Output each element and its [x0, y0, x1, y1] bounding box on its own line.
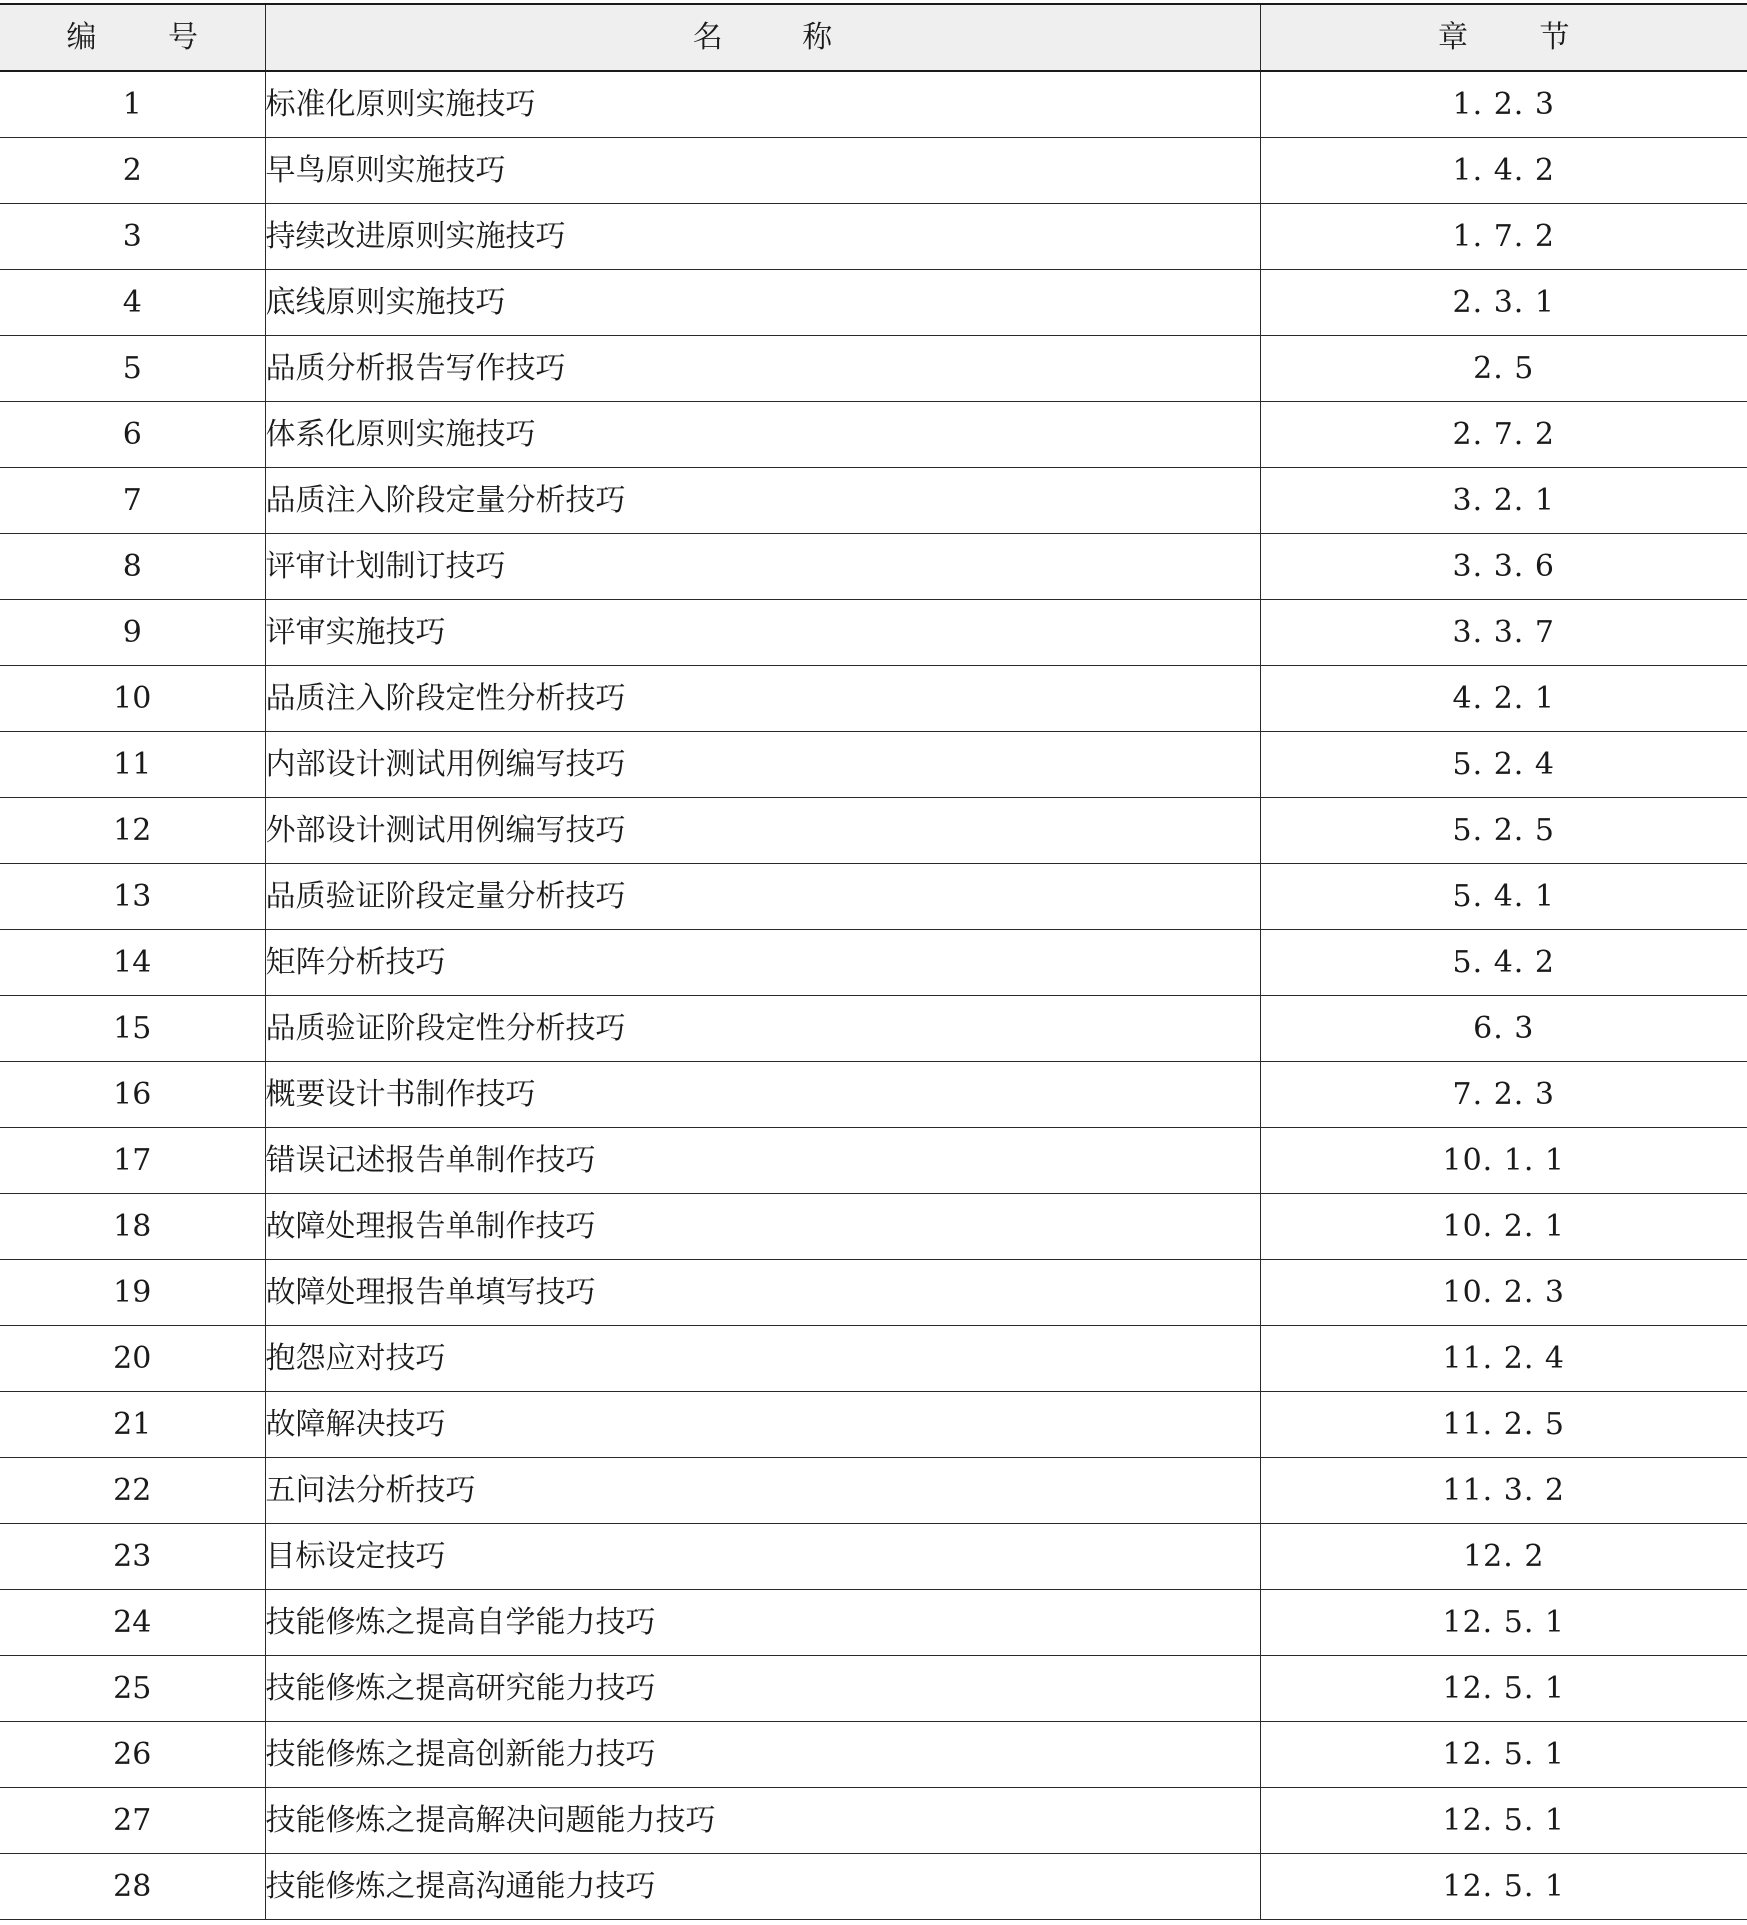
row-section-cell: 1. 2. 3 — [1260, 71, 1747, 138]
row-section-cell: 3. 2. 1 — [1260, 468, 1747, 534]
row-name-cell: 内部设计测试用例编写技巧 — [265, 732, 1260, 798]
row-section-cell: 11. 2. 4 — [1260, 1326, 1747, 1392]
row-name-cell: 抱怨应对技巧 — [265, 1326, 1260, 1392]
techniques-index-table — [0, 3, 1747, 1920]
row-number-cell: 19 — [0, 1260, 265, 1326]
table-row — [0, 1128, 1747, 1194]
row-name-cell: 品质验证阶段定量分析技巧 — [265, 864, 1260, 930]
row-section-cell: 5. 4. 2 — [1260, 930, 1747, 996]
table-row — [0, 1524, 1747, 1590]
header-name: 名 称 — [265, 4, 1260, 71]
row-number-cell: 28 — [0, 1854, 265, 1920]
row-name-cell: 概要设计书制作技巧 — [265, 1062, 1260, 1128]
table-row — [0, 468, 1747, 534]
row-number-cell: 21 — [0, 1392, 265, 1458]
table-header-row — [0, 4, 1747, 71]
table-row — [0, 71, 1747, 138]
row-section-cell: 3. 3. 6 — [1260, 534, 1747, 600]
table-row — [0, 930, 1747, 996]
row-name-cell: 技能修炼之提高解决问题能力技巧 — [265, 1788, 1260, 1854]
row-number-cell: 1 — [0, 71, 265, 138]
row-number-cell: 15 — [0, 996, 265, 1062]
row-name-cell: 标准化原则实施技巧 — [265, 71, 1260, 138]
row-number-cell: 17 — [0, 1128, 265, 1194]
table-row — [0, 270, 1747, 336]
row-number-cell: 6 — [0, 402, 265, 468]
table-row — [0, 1194, 1747, 1260]
table-header — [0, 4, 1747, 71]
row-number-cell: 27 — [0, 1788, 265, 1854]
table-row — [0, 138, 1747, 204]
row-number-cell: 22 — [0, 1458, 265, 1524]
row-name-cell: 品质验证阶段定性分析技巧 — [265, 996, 1260, 1062]
row-name-cell: 矩阵分析技巧 — [265, 930, 1260, 996]
row-number-cell: 16 — [0, 1062, 265, 1128]
row-section-cell: 2. 5 — [1260, 336, 1747, 402]
row-number-cell: 14 — [0, 930, 265, 996]
row-number-cell: 26 — [0, 1722, 265, 1788]
table-row — [0, 600, 1747, 666]
row-number-cell: 8 — [0, 534, 265, 600]
row-number-cell: 23 — [0, 1524, 265, 1590]
row-number-cell: 11 — [0, 732, 265, 798]
table-row — [0, 534, 1747, 600]
row-section-cell: 12. 5. 1 — [1260, 1656, 1747, 1722]
header-section: 章 节 — [1260, 4, 1747, 71]
row-section-cell: 5. 2. 4 — [1260, 732, 1747, 798]
row-section-cell: 11. 2. 5 — [1260, 1392, 1747, 1458]
row-number-cell: 2 — [0, 138, 265, 204]
row-section-cell: 5. 2. 5 — [1260, 798, 1747, 864]
row-name-cell: 品质分析报告写作技巧 — [265, 336, 1260, 402]
table-row — [0, 1590, 1747, 1656]
table-row — [0, 1326, 1747, 1392]
table-row — [0, 1260, 1747, 1326]
row-number-cell: 24 — [0, 1590, 265, 1656]
row-name-cell: 技能修炼之提高沟通能力技巧 — [265, 1854, 1260, 1920]
row-name-cell: 评审计划制订技巧 — [265, 534, 1260, 600]
row-section-cell: 4. 2. 1 — [1260, 666, 1747, 732]
row-name-cell: 外部设计测试用例编写技巧 — [265, 798, 1260, 864]
table-row — [0, 1722, 1747, 1788]
table-row — [0, 864, 1747, 930]
row-section-cell: 1. 4. 2 — [1260, 138, 1747, 204]
row-name-cell: 五问法分析技巧 — [265, 1458, 1260, 1524]
table-row — [0, 798, 1747, 864]
row-section-cell: 12. 5. 1 — [1260, 1854, 1747, 1920]
row-number-cell: 7 — [0, 468, 265, 534]
table-row — [0, 996, 1747, 1062]
table-row — [0, 1854, 1747, 1920]
table-row — [0, 1656, 1747, 1722]
row-number-cell: 20 — [0, 1326, 265, 1392]
header-number: 编 号 — [0, 4, 265, 71]
table-row — [0, 204, 1747, 270]
table-row — [0, 1788, 1747, 1854]
row-number-cell: 5 — [0, 336, 265, 402]
row-name-cell: 故障处理报告单填写技巧 — [265, 1260, 1260, 1326]
row-name-cell: 早鸟原则实施技巧 — [265, 138, 1260, 204]
row-section-cell: 10. 2. 3 — [1260, 1260, 1747, 1326]
row-name-cell: 技能修炼之提高创新能力技巧 — [265, 1722, 1260, 1788]
row-number-cell: 10 — [0, 666, 265, 732]
table-row — [0, 666, 1747, 732]
row-name-cell: 故障处理报告单制作技巧 — [265, 1194, 1260, 1260]
row-name-cell: 错误记述报告单制作技巧 — [265, 1128, 1260, 1194]
row-section-cell: 7. 2. 3 — [1260, 1062, 1747, 1128]
row-section-cell: 10. 2. 1 — [1260, 1194, 1747, 1260]
table-row — [0, 1458, 1747, 1524]
row-section-cell: 11. 3. 2 — [1260, 1458, 1747, 1524]
row-number-cell: 12 — [0, 798, 265, 864]
table-row — [0, 1392, 1747, 1458]
table-row — [0, 1062, 1747, 1128]
row-number-cell: 4 — [0, 270, 265, 336]
row-section-cell: 3. 3. 7 — [1260, 600, 1747, 666]
row-section-cell: 2. 7. 2 — [1260, 402, 1747, 468]
row-section-cell: 12. 5. 1 — [1260, 1788, 1747, 1854]
row-name-cell: 技能修炼之提高自学能力技巧 — [265, 1590, 1260, 1656]
table-row — [0, 402, 1747, 468]
table-body — [0, 71, 1747, 1920]
row-number-cell: 3 — [0, 204, 265, 270]
table-row — [0, 336, 1747, 402]
row-name-cell: 底线原则实施技巧 — [265, 270, 1260, 336]
row-section-cell: 10. 1. 1 — [1260, 1128, 1747, 1194]
row-section-cell: 5. 4. 1 — [1260, 864, 1747, 930]
row-name-cell: 故障解决技巧 — [265, 1392, 1260, 1458]
row-section-cell: 1. 7. 2 — [1260, 204, 1747, 270]
row-name-cell: 目标设定技巧 — [265, 1524, 1260, 1590]
table-row — [0, 732, 1747, 798]
row-number-cell: 25 — [0, 1656, 265, 1722]
row-section-cell: 12. 5. 1 — [1260, 1590, 1747, 1656]
row-name-cell: 评审实施技巧 — [265, 600, 1260, 666]
row-section-cell: 12. 5. 1 — [1260, 1722, 1747, 1788]
row-number-cell: 9 — [0, 600, 265, 666]
row-number-cell: 13 — [0, 864, 265, 930]
row-section-cell: 12. 2 — [1260, 1524, 1747, 1590]
row-name-cell: 品质注入阶段定量分析技巧 — [265, 468, 1260, 534]
row-name-cell: 品质注入阶段定性分析技巧 — [265, 666, 1260, 732]
row-section-cell: 2. 3. 1 — [1260, 270, 1747, 336]
row-name-cell: 持续改进原则实施技巧 — [265, 204, 1260, 270]
row-name-cell: 体系化原则实施技巧 — [265, 402, 1260, 468]
row-section-cell: 6. 3 — [1260, 996, 1747, 1062]
row-name-cell: 技能修炼之提高研究能力技巧 — [265, 1656, 1260, 1722]
row-number-cell: 18 — [0, 1194, 265, 1260]
